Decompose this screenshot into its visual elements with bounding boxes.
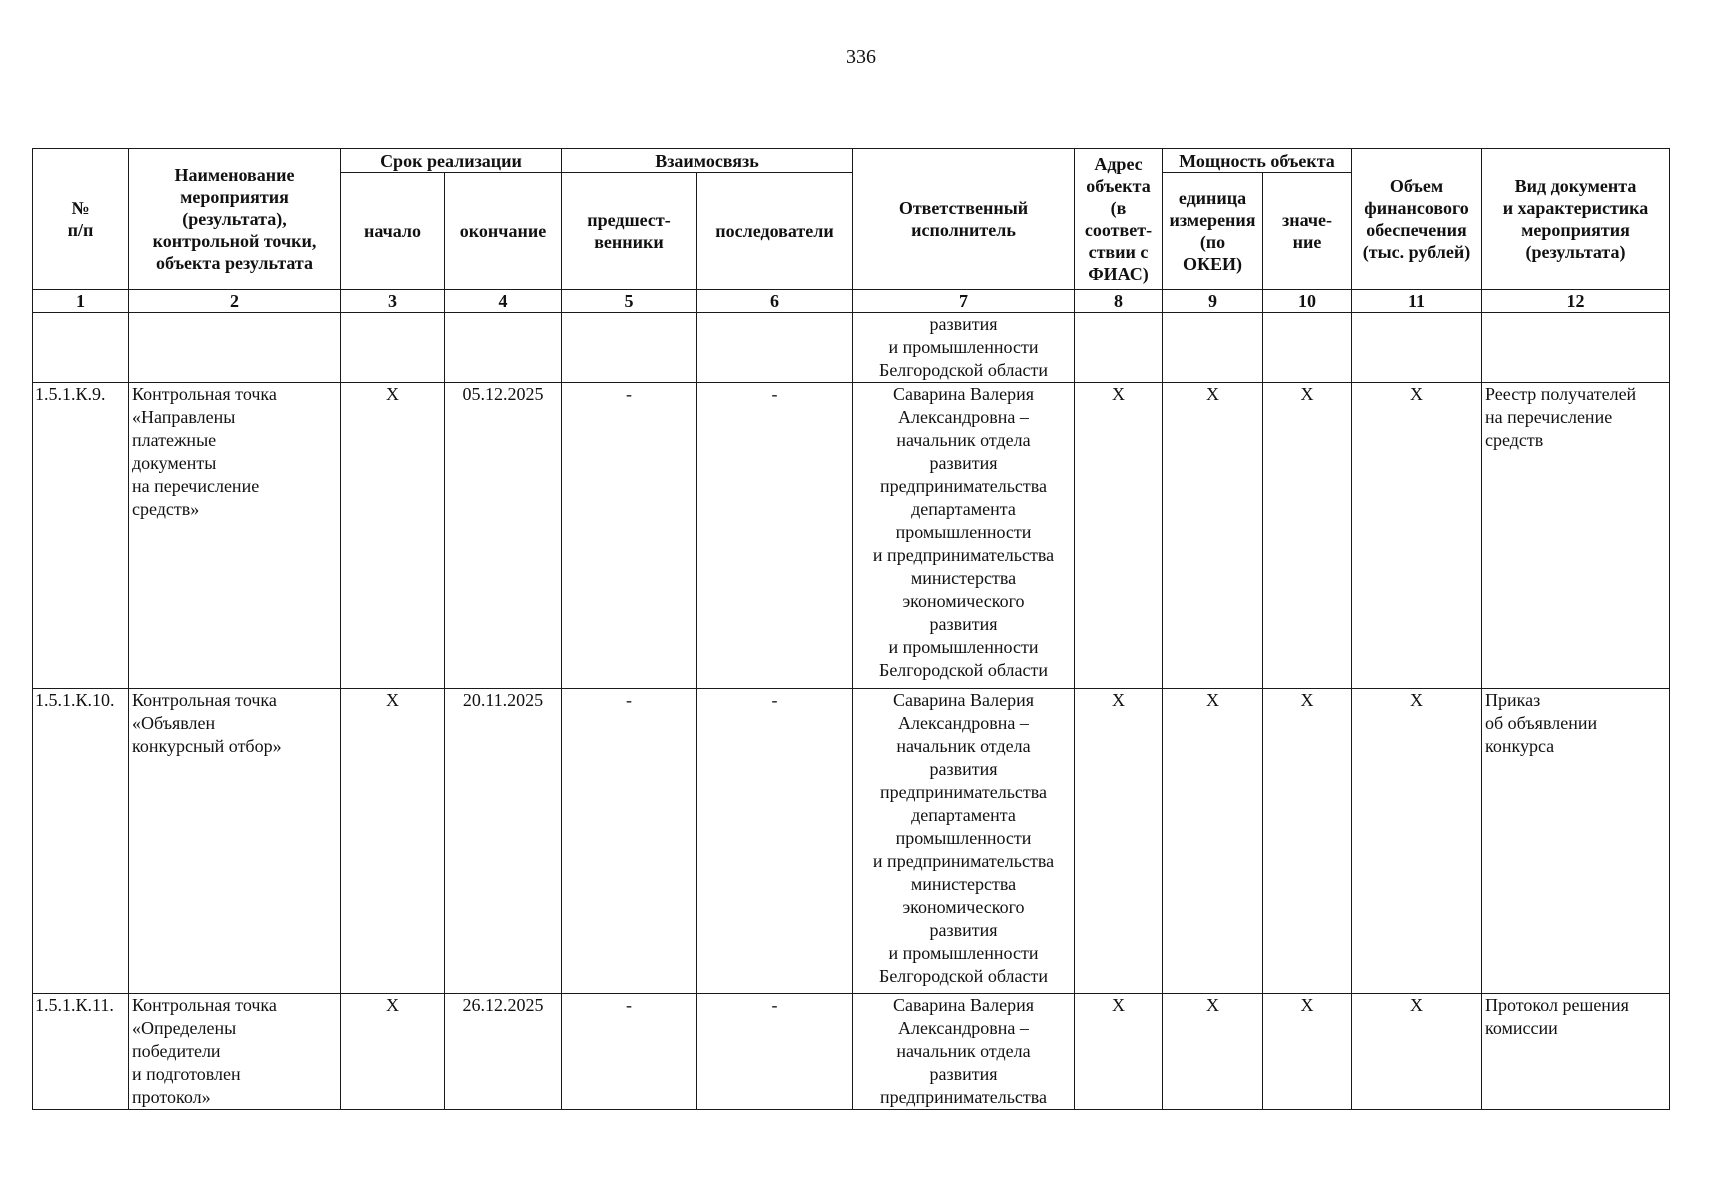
column-number: 7 <box>853 290 1075 313</box>
predecessors: - <box>562 994 697 1110</box>
plan-table <box>32 148 1670 1110</box>
empty-cell <box>445 313 562 383</box>
header-relation: Взаимосвязь <box>562 149 853 173</box>
header-address: Адрес объекта (в соответ- ствии с ФИАС) <box>1075 149 1163 290</box>
document-type: Приказ об объявлении конкурса <box>1482 689 1670 994</box>
row-number: 1.5.1.К.11. <box>33 994 129 1110</box>
table-row <box>33 994 1670 1110</box>
event-name: Контрольная точка «Направлены платежные документы на перечисление средств» <box>129 383 341 689</box>
start-date: X <box>341 383 445 689</box>
funding: X <box>1352 383 1482 689</box>
document-type: Протокол решения комиссии <box>1482 994 1670 1110</box>
column-number: 5 <box>562 290 697 313</box>
successors: - <box>697 383 853 689</box>
column-number: 11 <box>1352 290 1482 313</box>
empty-cell <box>341 313 445 383</box>
page-number: 336 <box>846 46 876 68</box>
start-date: X <box>341 689 445 994</box>
document-type: Реестр получателей на перечисление средств <box>1482 383 1670 689</box>
funding: X <box>1352 689 1482 994</box>
column-number: 10 <box>1263 290 1352 313</box>
unit: X <box>1163 689 1263 994</box>
column-number: 12 <box>1482 290 1670 313</box>
end-date: 26.12.2025 <box>445 994 562 1110</box>
header-row-1 <box>33 149 1670 173</box>
header-responsible: Ответственный исполнитель <box>853 149 1075 290</box>
header-capacity: Мощность объекта <box>1163 149 1352 173</box>
header-successors: последователи <box>697 173 853 290</box>
predecessors: - <box>562 383 697 689</box>
column-number: 6 <box>697 290 853 313</box>
unit: X <box>1163 383 1263 689</box>
column-number: 8 <box>1075 290 1163 313</box>
row-number: 1.5.1.К.9. <box>33 383 129 689</box>
header-predecessors: предшест- венники <box>562 173 697 290</box>
table-row <box>33 383 1670 689</box>
start-date: X <box>341 994 445 1110</box>
empty-cell <box>129 313 341 383</box>
funding: X <box>1352 994 1482 1110</box>
header-name: Наименование мероприятия (результата), контрольной точки, объекта результата <box>129 149 341 290</box>
column-number: 4 <box>445 290 562 313</box>
value: X <box>1263 994 1352 1110</box>
header-end: окончание <box>445 173 562 290</box>
empty-cell <box>1482 313 1670 383</box>
empty-cell <box>1263 313 1352 383</box>
column-numbers-row <box>33 290 1670 313</box>
empty-cell <box>697 313 853 383</box>
header-no: № п/п <box>33 149 129 290</box>
empty-cell <box>33 313 129 383</box>
header-period: Срок реализации <box>341 149 562 173</box>
header-unit: единица измерения (по ОКЕИ) <box>1163 173 1263 290</box>
header-value: значе- ние <box>1263 173 1352 290</box>
address: X <box>1075 689 1163 994</box>
event-name: Контрольная точка «Объявлен конкурсный отбор» <box>129 689 341 994</box>
value: X <box>1263 689 1352 994</box>
successors: - <box>697 689 853 994</box>
predecessors: - <box>562 689 697 994</box>
table-row <box>33 689 1670 994</box>
column-number: 9 <box>1163 290 1263 313</box>
column-number: 3 <box>341 290 445 313</box>
address: X <box>1075 383 1163 689</box>
end-date: 20.11.2025 <box>445 689 562 994</box>
address: X <box>1075 994 1163 1110</box>
responsible: Саварина Валерия Александровна – начальник отдела развития предпринимательства департамента промышленности и предпринимательства министерства экономического развития и промышленности Белгородской области <box>853 689 1075 994</box>
continuation-row <box>33 313 1670 383</box>
empty-cell <box>1352 313 1482 383</box>
empty-cell <box>1163 313 1263 383</box>
header-funding: Объем финансового обеспечения (тыс. рублей) <box>1352 149 1482 290</box>
row-number: 1.5.1.К.10. <box>33 689 129 994</box>
empty-cell <box>562 313 697 383</box>
responsible: Саварина Валерия Александровна – начальник отдела развития предпринимательства <box>853 994 1075 1110</box>
column-number: 1 <box>33 290 129 313</box>
header-doc-type: Вид документа и характеристика мероприятия (результата) <box>1482 149 1670 290</box>
column-number: 2 <box>129 290 341 313</box>
successors: - <box>697 994 853 1110</box>
value: X <box>1263 383 1352 689</box>
header-start: начало <box>341 173 445 290</box>
event-name: Контрольная точка «Определены победители и подготовлен протокол» <box>129 994 341 1110</box>
unit: X <box>1163 994 1263 1110</box>
responsible: Саварина Валерия Александровна – начальник отдела развития предпринимательства департамента промышленности и предпринимательства министерства экономического развития и промышленности Белгородской области <box>853 383 1075 689</box>
responsible-cell: развития и промышленности Белгородской области <box>853 313 1075 383</box>
empty-cell <box>1075 313 1163 383</box>
end-date: 05.12.2025 <box>445 383 562 689</box>
